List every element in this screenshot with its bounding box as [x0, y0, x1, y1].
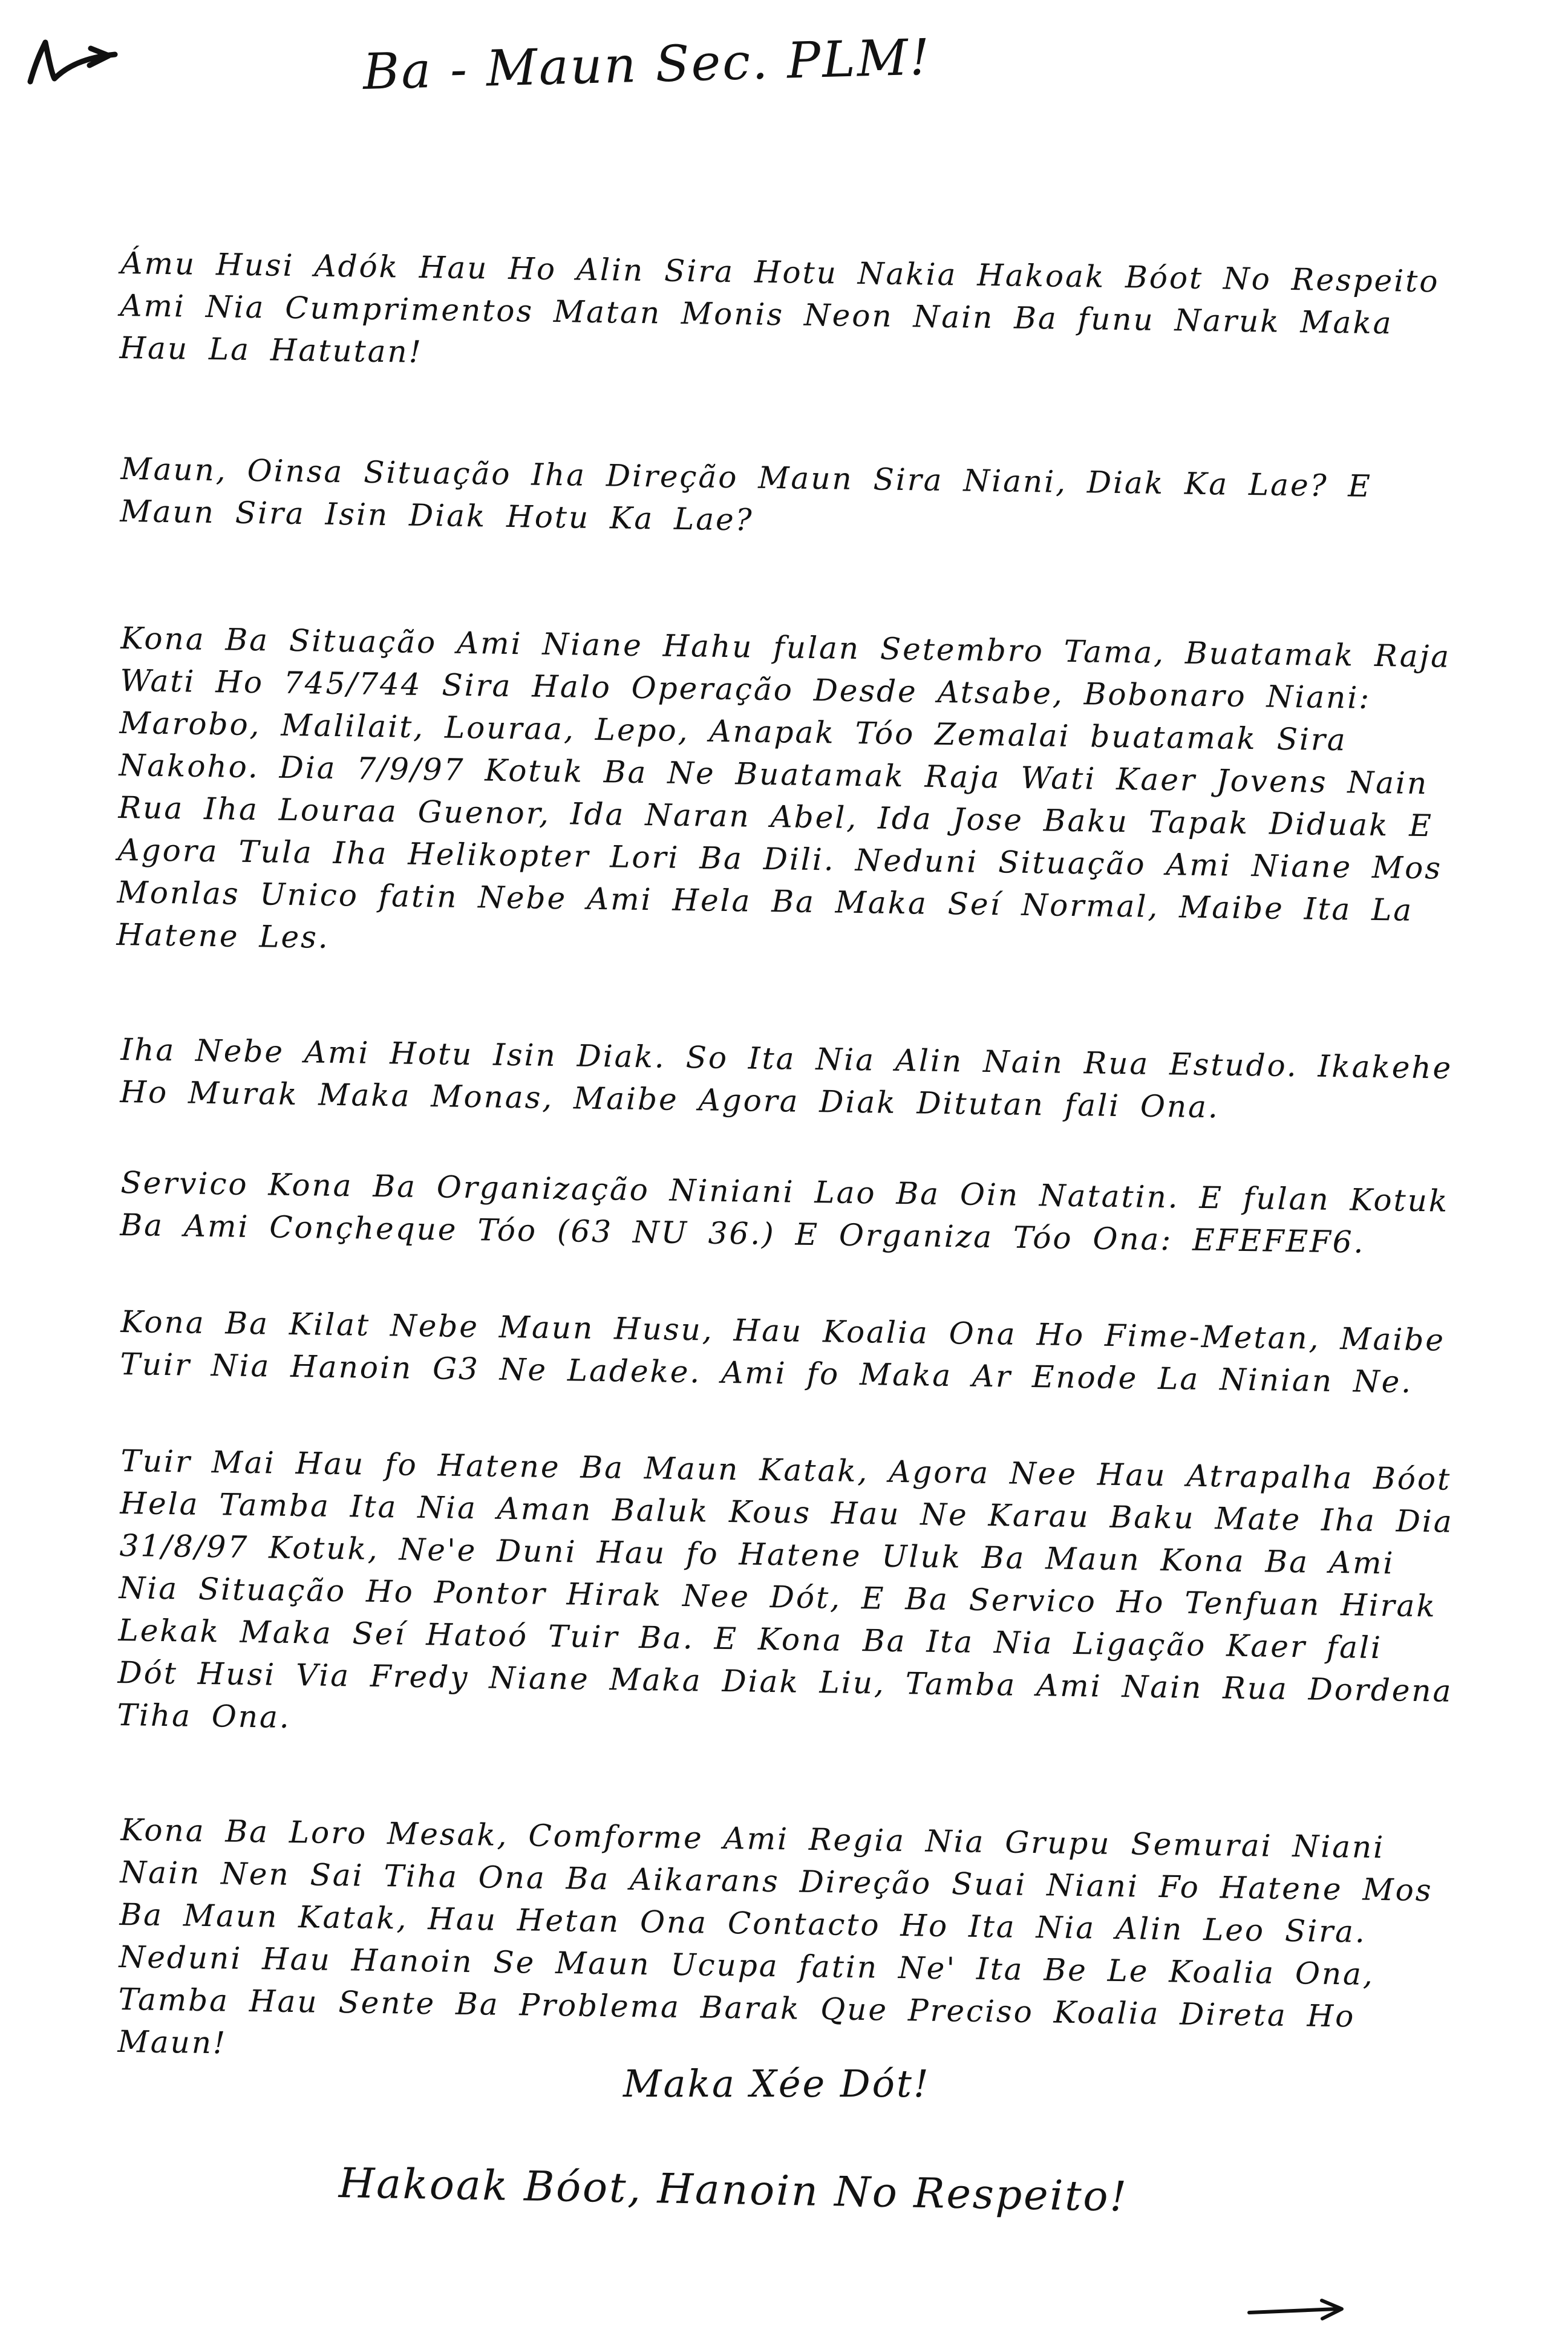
paragraph-inquiry: Maun, Oinsa Situação Iha Direção Maun Sira Niani, Diak Ka Lae? E Maun Sira Isin Diak Hotu Ka Lae? [120, 451, 1373, 538]
arrow-right-icon [1246, 2296, 1349, 2326]
signoff-line: Hakoak Bóot, Hanoin No Respeito! [338, 2160, 1129, 2221]
paragraph-weapons: Kona Ba Kilat Nebe Maun Husu, Hau Koalia Ona Ho Fime-Metan, Maibe Tuir Nia Hanoin G3 Ne Ladeke. Ami fo Maka Ar Enode La Ninian Ne. [120, 1304, 1446, 1400]
paragraph-situation: Kona Ba Situação Ami Niane Hahu fulan Setembro Tama, Buatamak Raja Wati Ho 745/744 Sira Halo Operação Desde Atsabe, Bobonaro Niani: Marobo, Malilait, Louraa, Lepo, Anapak Tóo Zemalai buatamak Sira Nakoho. Dia 7/9/97 Kotuk Ba Ne Buatamak Raja Wati Kaer Jovens Nain Rua Iha Louraa Guenor, Ida Naran Abel, Ida Jose Baku Tapak Diduak E Agora Tula Iha Helikopter Lori Ba Dili. Neduni Situação Ami Niane Mos Monlas Unico fatin Nebe Ami Hela Ba Maka Seí Normal, Maibe Ita La Hatene Les. [116, 620, 1451, 955]
letter-header: Ba - Maun Sec. PLM! [362, 28, 932, 101]
corner-scribble-icon [18, 24, 121, 97]
paragraph-organization: Servico Kona Ba Organização Niniani Lao Ba Oin Natatin. E fulan Kotuk Ba Ami Conçheque Tóo (63 NU 36.) E Organiza Tóo Ona: EFEFEF6. [120, 1164, 1449, 1260]
paragraph-news: Tuir Mai Hau fo Hatene Ba Maun Katak, Agora Nee Hau Atrapalha Bóot Hela Tamba Ita Nia Aman Baluk Kous Hau Ne Karau Baku Mate Iha Dia 31/8/97 Kotuk, Ne'e Duni Hau fo Hatene Uluk Ba Maun Kona Ba Ami Nia Situação Ho Pontor Hirak Nee Dót, E Ba Servico Ho Tenfuan Hirak Lekak Maka Seí Hatoó Tuir Ba. E Kona Ba Ita Nia Ligação Kaer fali Dót Husi Via Fredy Niane Maka Diak Liu, Tamba Ami Nain Rua Dordena Tiha Ona. [117, 1443, 1454, 1735]
closing-line: Maka Xée Dót! [623, 2062, 930, 2106]
paragraph-greeting: Ámu Husi Adók Hau Ho Alin Sira Hotu Nakia Hakoak Bóot No Respeito Ami Nia Cumprimentos Matan Monis Neon Nain Ba funu Naruk Maka Hau La Hatutan! [119, 245, 1440, 370]
paragraph-family: Iha Nebe Ami Hotu Isin Diak. So Ita Nia Alin Nain Rua Estudo. Ikakehe Ho Murak Maka Monas, Maibe Agora Diak Ditutan fali Ona. [120, 1031, 1453, 1125]
paragraph-contact: Kona Ba Loro Mesak, Comforme Ami Regia Nia Grupu Semurai Niani Nain Nen Sai Tiha Ona Ba Aikarans Direção Suai Niani Fo Hatene Mos Ba Maun Katak, Hau Hetan Ona Contacto Ho Ita Nia Alin Leo Sira. Neduni Hau Hanoin Se Maun Ucupa fatin Ne' Ita Be Le Koalia Ona, Tamba Hau Sente Ba Problema Barak Que Preciso Koalia Direta Ho Maun! [117, 1812, 1433, 2061]
